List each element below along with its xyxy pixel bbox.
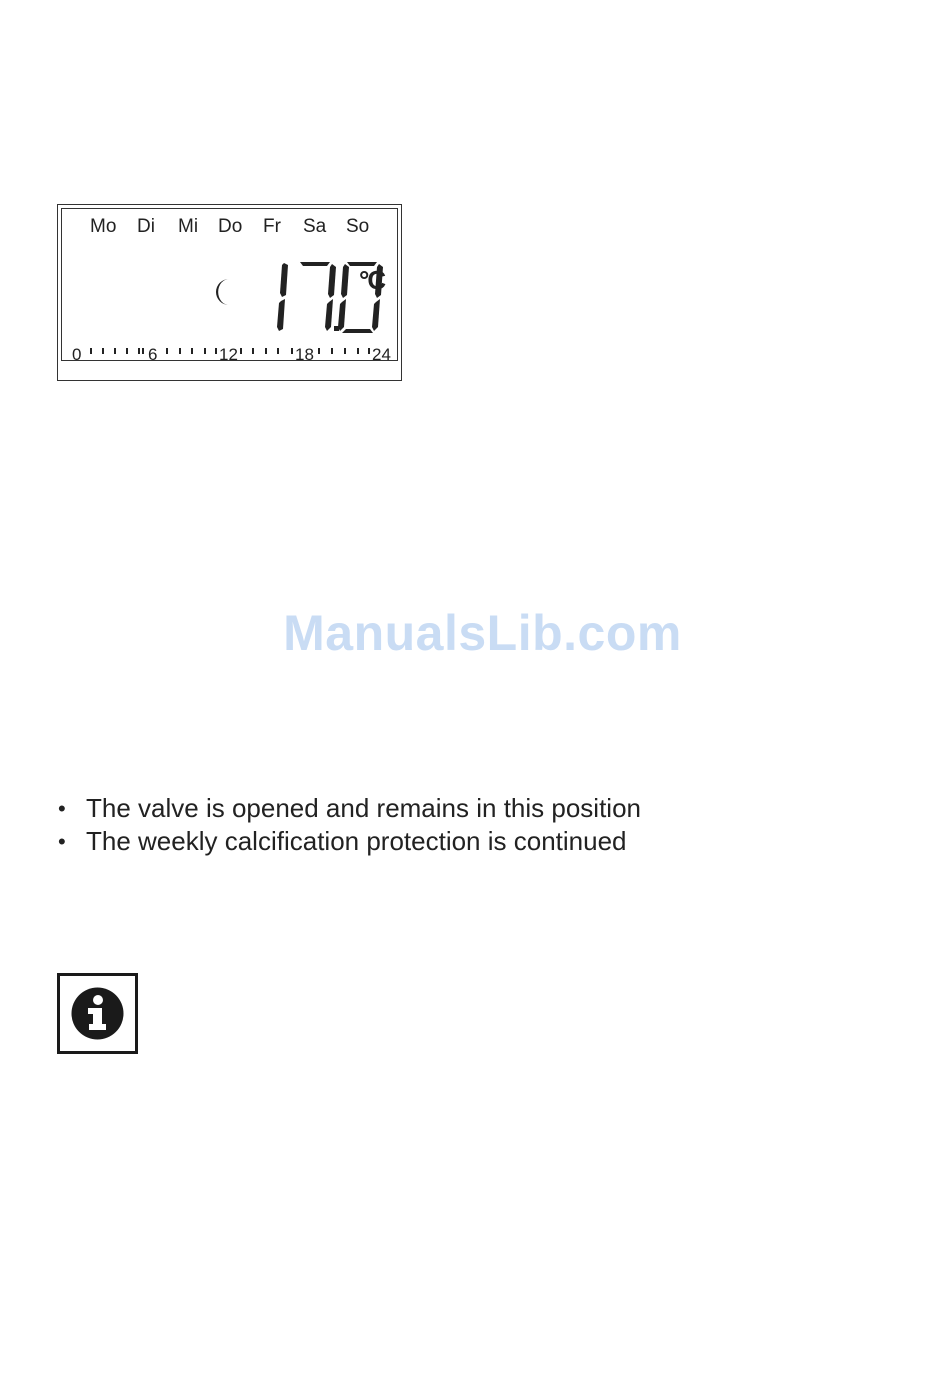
time-label-0: 0 [72, 345, 82, 364]
time-label-18: 18 [295, 345, 314, 364]
day-label-sa: Sa [303, 216, 327, 237]
time-tick [126, 348, 128, 354]
list-item [58, 825, 641, 858]
thermostat-display [57, 204, 402, 381]
time-tick [191, 348, 193, 354]
bullet-list [58, 792, 641, 858]
time-tick [166, 348, 168, 354]
day-label-di: Di [137, 216, 155, 237]
day-label-so: So [346, 216, 370, 237]
time-tick [179, 348, 181, 354]
time-tick [240, 348, 242, 354]
info-note-box [57, 973, 138, 1054]
bullet-dot: • [58, 796, 66, 821]
list-item-text: The valve is opened and remains in this position [86, 793, 641, 823]
time-tick [277, 348, 279, 354]
time-tick [138, 348, 140, 354]
watermark: ManualsLib.com [283, 605, 682, 661]
time-tick [291, 348, 293, 354]
time-tick [265, 348, 267, 354]
day-label-mo: Mo [90, 216, 117, 237]
day-label-fr: Fr [263, 216, 281, 237]
moon-icon [213, 277, 237, 307]
list-item [58, 792, 641, 825]
time-tick [252, 348, 254, 354]
temperature-unit: °C [359, 265, 385, 295]
display-screen [61, 208, 398, 364]
time-tick [114, 348, 116, 354]
bullet-dot: • [58, 829, 66, 854]
day-label-do: Do [218, 216, 243, 237]
time-tick [357, 348, 359, 354]
time-tick [344, 348, 346, 354]
time-scale [62, 342, 399, 364]
time-tick [331, 348, 333, 354]
day-label-mi: Mi [178, 216, 199, 237]
time-tick [102, 348, 104, 354]
time-tick [368, 348, 370, 354]
time-tick [204, 348, 206, 354]
time-tick [90, 348, 92, 354]
list-item-text: The weekly calcification protection is continued [86, 826, 627, 856]
time-tick [318, 348, 320, 354]
time-label-6: 6 [148, 345, 158, 364]
time-tick [142, 348, 144, 354]
info-icon [71, 987, 124, 1040]
time-label-24: 24 [372, 345, 391, 364]
time-tick [215, 348, 217, 354]
time-label-12: 12 [219, 345, 238, 364]
